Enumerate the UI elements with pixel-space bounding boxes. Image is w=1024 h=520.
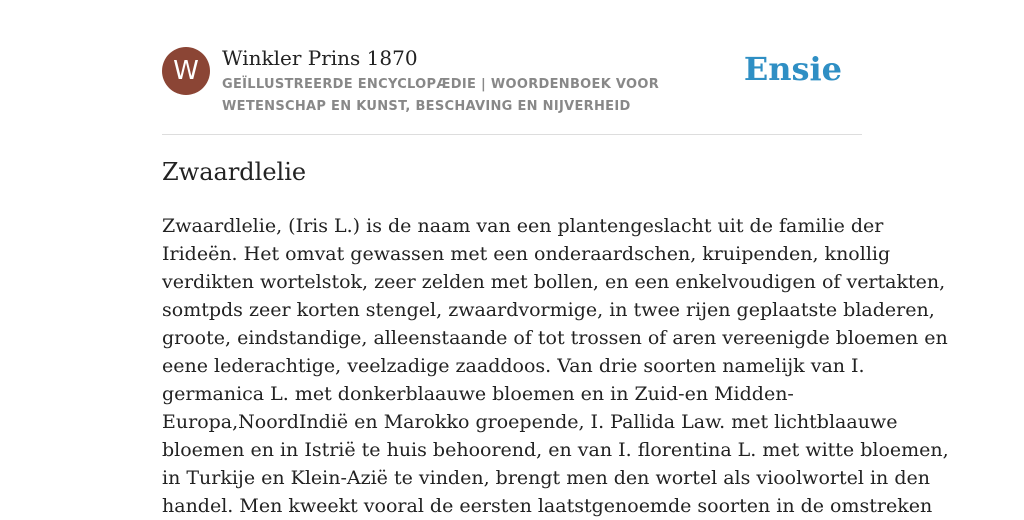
entry-line: Zwaardlelie, (Iris L.) is de naam van een plantengeslacht uit de familie der: [162, 215, 884, 237]
entry-line: somtpds zeer korten stengel, zwaardvormige, in twee rijen geplaatste bladeren,: [162, 299, 935, 321]
entry-line: verdikten wortelstok, zeer zelden met bollen, en een enkelvoudigen of vertakten,: [162, 271, 946, 293]
entry-line: in Turkije en Klein-Azië te vinden, brengt men den wortel als vioolwortel in den: [162, 467, 930, 489]
ensie-logo[interactable]: Ensie: [743, 50, 842, 88]
entry-line: groote, eindstandige, alleenstaande of tot trossen of aren vereenigde bloemen en: [162, 327, 948, 349]
entry-line: germanica L. met donkerblaauwe bloemen en in Zuid-en Midden-: [162, 383, 794, 405]
source-title[interactable]: Winkler Prins 1870: [222, 46, 418, 70]
source-header: [162, 46, 862, 116]
entry-body: [162, 212, 949, 520]
header-divider: [162, 134, 862, 135]
entry-title: Zwaardlelie: [162, 158, 307, 186]
source-subtitle: GEÏLLUSTREERDE ENCYCLOPÆDIE | WOORDENBOEK VOOR WETENSCHAP EN KUNST, BESCHAVING EN NIJVERHEID: [222, 77, 660, 114]
entry-line: bloemen en in Istrië te huis behoorend, en van I. florentina L. met witte bloemen,: [162, 439, 949, 461]
entry-line: eene lederachtige, veelzadige zaaddoos. Van drie soorten namelijk van I.: [162, 355, 865, 377]
entry-line: Irideën. Het omvat gewassen met een onderaardschen, kruipenden, knollig: [162, 243, 891, 265]
source-avatar[interactable]: W: [162, 47, 210, 95]
entry-line: handel. Men kweekt vooral de eersten laatstgenoemde soorten in de omstreken: [162, 495, 933, 517]
entry-line: Europa,NoordIndië en Marokko groepende, I. Pallida Law. met lichtblaauwe: [162, 411, 898, 433]
